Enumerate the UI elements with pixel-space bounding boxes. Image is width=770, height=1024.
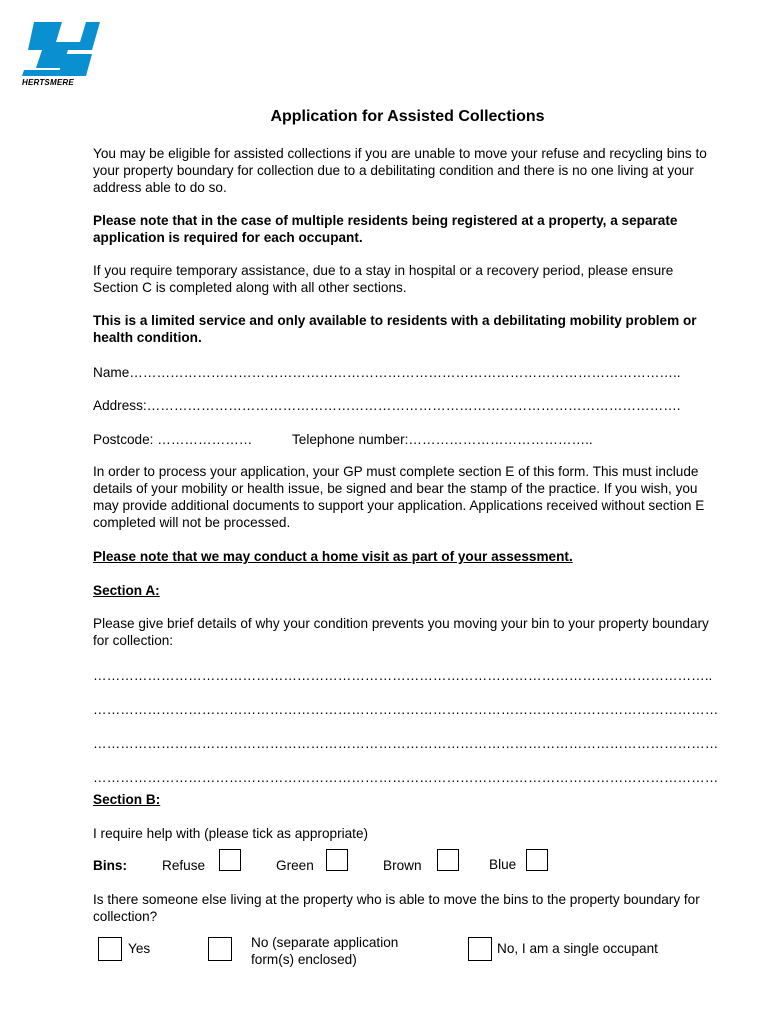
option-single-occupant-label: No, I am a single occupant (497, 941, 658, 956)
section-a-prompt: Please give brief details of why your condition prevents you moving your bin to your property boundary for collection: (93, 616, 709, 648)
option-no-separate-label: No (separate application form(s) enclosed) (251, 935, 399, 967)
bins-label: Bins: (93, 858, 127, 873)
section-a-heading: Section A: (93, 583, 160, 598)
option-yes-checkbox[interactable] (98, 937, 122, 961)
bin-brown-checkbox[interactable] (437, 849, 459, 871)
section-a-answer-line[interactable]: ………………………………………………………………………………………………………………………… (93, 736, 719, 751)
section-a-answer-line[interactable]: ………………………………………………………………………………………………………………………… (93, 702, 719, 717)
option-single-occupant-checkbox[interactable] (468, 937, 492, 961)
section-b-prompt: I require help with (please tick as appropriate) (93, 826, 369, 841)
intro-text: You may be eligible for assisted collections if you are unable to move your refuse and recycling bins to your property boundary for collection due to a debilitating condition and there is no one living at your address able to do so. (93, 146, 707, 195)
temporary-assistance-text: If you require temporary assistance, due to a stay in hospital or a recovery period, please ensure Section C is completed along with all other sections. (93, 263, 674, 295)
page-title: Application for Assisted Collections (270, 108, 545, 125)
section-b-heading: Section B: (93, 792, 161, 807)
bin-brown-label: Brown (383, 858, 422, 873)
gp-requirement-text: In order to process your application, your GP must complete section E of this form. This must include details of your mobility or health issue, be signed and bear the stamp of the practice. If you wish, you may provide additional documents to support your application. Applications received without section E completed will not be processed. (93, 464, 705, 530)
bin-green-checkbox[interactable] (326, 849, 348, 871)
bin-blue-checkbox[interactable] (526, 849, 548, 871)
bin-refuse-label: Refuse (162, 858, 206, 873)
home-visit-note: Please note that we may conduct a home visit as part of your assessment. (93, 549, 573, 564)
option-no-separate-checkbox[interactable] (208, 937, 232, 961)
bin-blue-label: Blue (489, 857, 517, 872)
section-a-answer-line[interactable]: ……………………………………………………………………………………………………………………….. (93, 668, 713, 683)
multiple-residents-note: Please note that in the case of multiple residents being registered at a property, a separate application is required for each occupant. (93, 213, 678, 245)
bin-green-label: Green (276, 858, 314, 873)
option-yes-label: Yes (128, 941, 151, 956)
address-field[interactable]: Address:………………………………………………………………………………………………………. (93, 398, 681, 413)
logo-text: HERTSMERE (22, 78, 74, 87)
section-a-answer-line[interactable]: ………………………………………………………………………………………………………………………… (93, 770, 719, 785)
bin-refuse-checkbox[interactable] (219, 849, 241, 871)
section-b-question: Is there someone else living at the property who is able to move the bins to the property boundary for collection? (93, 892, 700, 924)
postcode-field[interactable]: Postcode: ………………… (93, 432, 253, 447)
telephone-field[interactable]: Telephone number:………………………………….. (292, 432, 593, 447)
limited-service-note: This is a limited service and only available to residents with a debilitating mobility problem or health condition. (93, 313, 697, 345)
name-field[interactable]: Name………………………………………………………………………………………………………….. (93, 365, 681, 380)
